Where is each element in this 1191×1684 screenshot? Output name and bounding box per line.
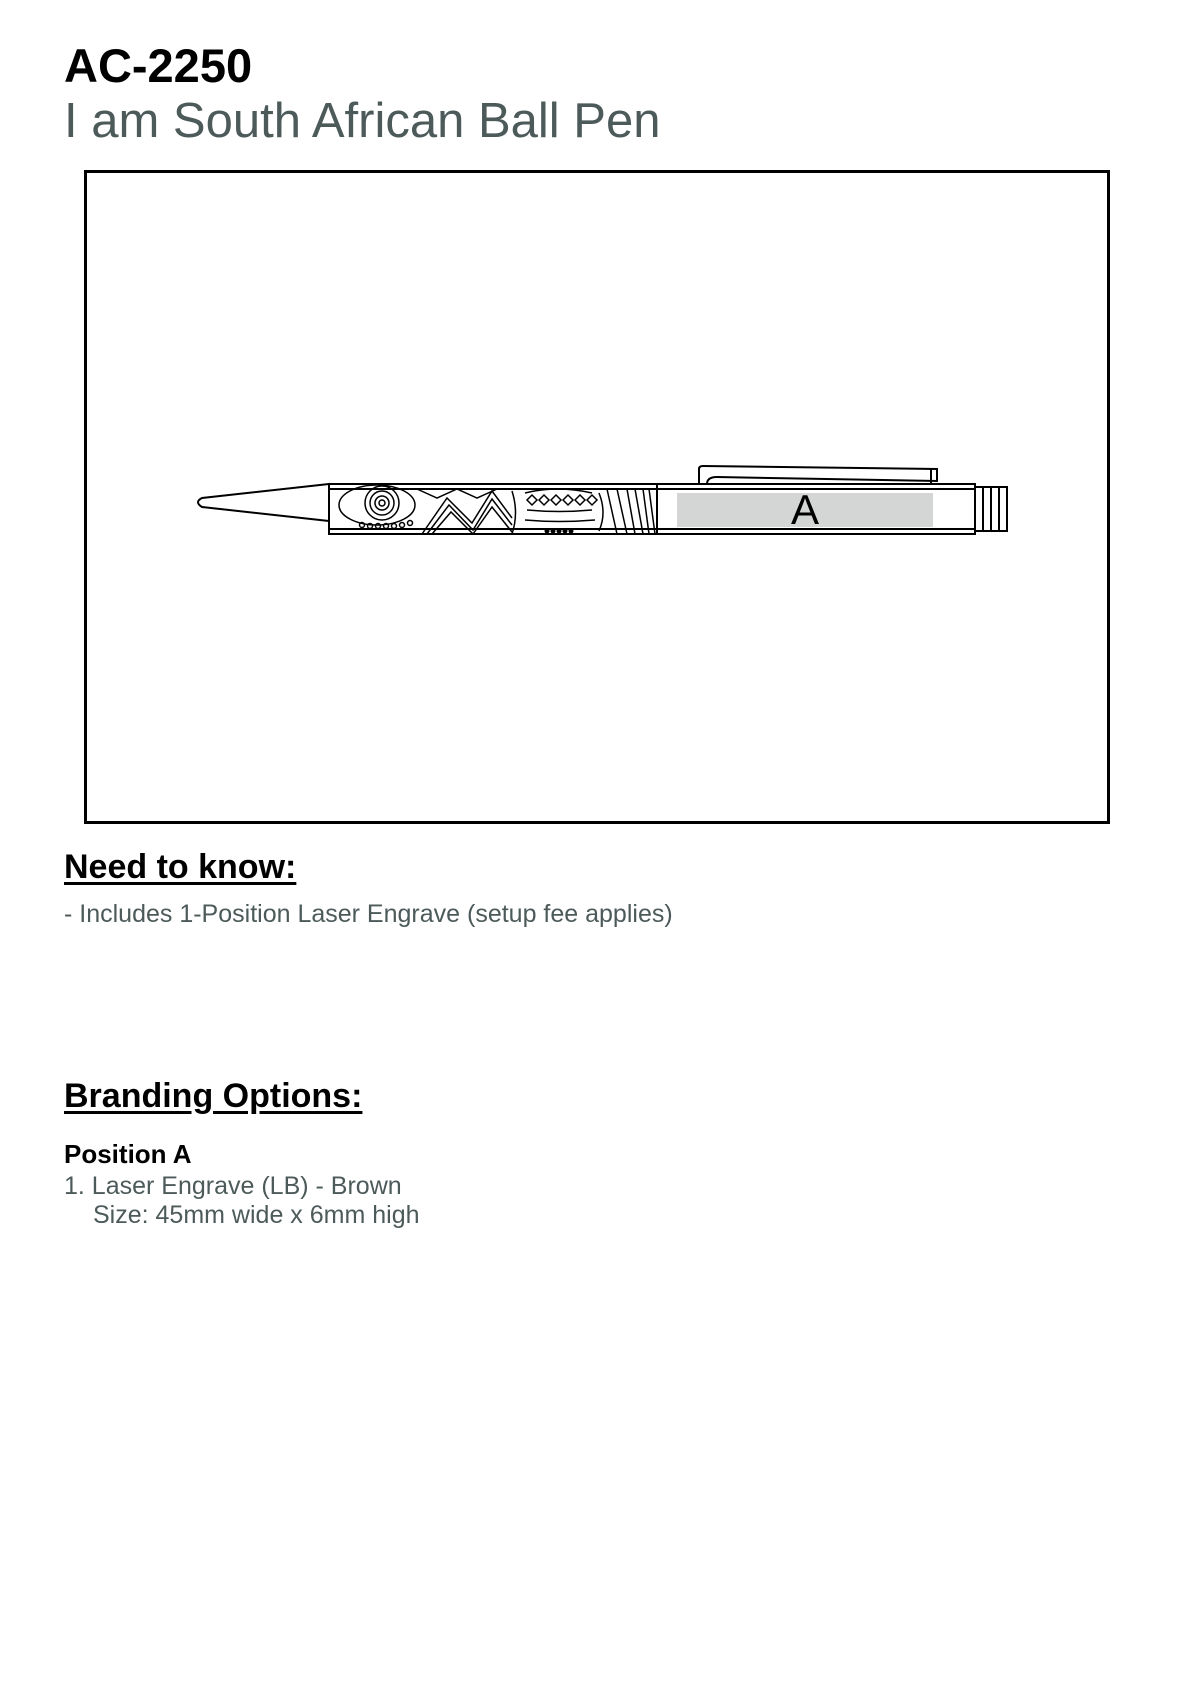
- need-to-know-heading: Need to know:: [64, 848, 297, 886]
- product-illustration-frame: [84, 170, 1110, 824]
- branding-options-heading: Branding Options:: [64, 1077, 363, 1115]
- diamond-row: [527, 495, 597, 505]
- branding-position-label: A: [790, 486, 820, 533]
- pen-illustration: [87, 173, 1107, 821]
- product-name: I am South African Ball Pen: [64, 94, 661, 148]
- position-a-size: Size: 45mm wide x 6mm high: [93, 1201, 420, 1229]
- tribal-pattern: [339, 485, 655, 534]
- pen-tip: [198, 484, 329, 521]
- product-code: AC-2250: [64, 39, 253, 92]
- pen-clip: [699, 466, 937, 484]
- position-a-method: 1. Laser Engrave (LB) - Brown: [64, 1172, 402, 1200]
- position-a-title: Position A: [64, 1139, 192, 1169]
- need-to-know-item: - Includes 1-Position Laser Engrave (setup fee applies): [64, 900, 673, 928]
